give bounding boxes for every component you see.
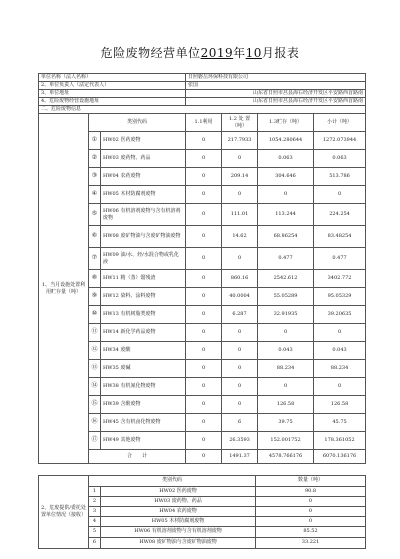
- row-index: ⑥: [89, 226, 101, 248]
- row-dispose: 860.16: [222, 270, 258, 288]
- title-year-suffix: 年: [233, 46, 246, 60]
- table-row: [39, 204, 366, 226]
- row-store: 32.91935: [258, 306, 314, 324]
- row-use: 0: [186, 204, 222, 226]
- info-row: [39, 82, 366, 90]
- entrusted-index: 3: [89, 507, 101, 517]
- waste-report-table: [38, 73, 366, 464]
- row-category: HW12 染料、涂料废物: [101, 288, 186, 306]
- row-category: HW02 医药废物: [101, 132, 186, 150]
- row-index: ⑮: [89, 396, 101, 414]
- row-category: HW34 废酸: [101, 342, 186, 360]
- row-category: HW38 有机氰化物废物: [101, 378, 186, 396]
- row-dispose: 0: [222, 342, 258, 360]
- row-subtotal: 3402.772: [314, 270, 366, 288]
- row-category: HW09 油/水、烃/水混合物或乳化液: [101, 248, 186, 270]
- row-subtotal: 39.20635: [314, 306, 366, 324]
- row-store: 68.86254: [258, 226, 314, 248]
- header-use: 1.1利用: [186, 114, 222, 132]
- row-use: 0: [186, 288, 222, 306]
- entrusted-category: HW06 有机溶剂废物与含有机溶剂废物: [101, 527, 256, 538]
- entrusted-quantity: 33.221: [256, 538, 366, 549]
- row-store: 304.646: [258, 168, 314, 186]
- entrusted-quantity: 0: [256, 517, 366, 527]
- info-value: 日照磐岳环保科技有限公司: [186, 74, 366, 82]
- row-dispose: 0: [222, 324, 258, 342]
- table-row: [39, 342, 366, 360]
- entrusted-row: [39, 538, 366, 549]
- entrusted-index: 6: [89, 538, 101, 549]
- row-use: 0: [186, 324, 222, 342]
- row-dispose: 209.14: [222, 168, 258, 186]
- title-suffix: 月报表: [261, 46, 300, 60]
- entrusted-row: [39, 507, 366, 517]
- entrusted-index: 5: [89, 527, 101, 538]
- row-subtotal: 0: [314, 186, 366, 204]
- row-store: 55.05289: [258, 288, 314, 306]
- row-dispose: 111.01: [222, 204, 258, 226]
- entrusted-category: HW02 医药废物: [101, 487, 256, 497]
- row-subtotal: 0.477: [314, 248, 366, 270]
- row-dispose: 217.7933: [222, 132, 258, 150]
- table-row: [39, 150, 366, 168]
- info-row: [39, 90, 366, 98]
- section-title-row: [39, 106, 366, 114]
- total-dispose: 1491.37: [222, 450, 258, 464]
- row-use: 0: [186, 226, 222, 248]
- table-row: [39, 186, 366, 204]
- info-label: 单位名称（法人名称）: [39, 74, 186, 82]
- row-store: 39.75: [258, 414, 314, 432]
- title-year: 2019: [200, 46, 234, 60]
- row-store: 0: [258, 186, 314, 204]
- row-index: ⑭: [89, 378, 101, 396]
- row-use: 0: [186, 432, 222, 450]
- row-store: 0: [258, 378, 314, 396]
- row-index: ⑰: [89, 432, 101, 450]
- row-subtotal: 0: [314, 378, 366, 396]
- row-use: 0: [186, 378, 222, 396]
- row-index: ⑦: [89, 248, 101, 270]
- entrusted-index: 2: [89, 497, 101, 507]
- row-index: ⑩: [89, 306, 101, 324]
- row-dispose: 26.3593: [222, 432, 258, 450]
- row-dispose: 0: [222, 186, 258, 204]
- row-subtotal: 83.48254: [314, 226, 366, 248]
- row-use: 0: [186, 342, 222, 360]
- row-use: 0: [186, 306, 222, 324]
- table-row: [39, 288, 366, 306]
- row-index: ⑨: [89, 288, 101, 306]
- header-dispose: 1.2 处 置（吨）: [222, 114, 258, 132]
- row-index: ⑫: [89, 342, 101, 360]
- row-store: 0.477: [258, 248, 314, 270]
- row-index: ④: [89, 186, 101, 204]
- entrusted-header-category: 类别代码: [89, 476, 256, 487]
- row-category: HW06 有机溶剂废物与含有机溶剂废物: [101, 204, 186, 226]
- info-row: [39, 74, 366, 82]
- row-dispose: 14.62: [222, 226, 258, 248]
- entrusted-row: [39, 497, 366, 507]
- report-title: [0, 44, 400, 61]
- row-use: 0: [186, 168, 222, 186]
- row-category: HW08 废矿物油与含废矿物油废物: [101, 226, 186, 248]
- entrusted-index: 1: [89, 487, 101, 497]
- row-use: 0: [186, 396, 222, 414]
- info-value: 张国: [186, 82, 366, 90]
- table-row: [39, 414, 366, 432]
- table-row: [39, 226, 366, 248]
- entrusted-header-quantity: 数量（吨）: [256, 476, 366, 487]
- left-label-entrusted: 2、危废提供/委托处置单位情况（接收）: [39, 476, 89, 549]
- entrusted-category: HW03 废药物、药品: [101, 497, 256, 507]
- row-subtotal: 126.58: [314, 396, 366, 414]
- row-use: 0: [186, 248, 222, 270]
- total-store: 4578.766176: [258, 450, 314, 464]
- row-use: 0: [186, 360, 222, 378]
- row-use: 0: [186, 132, 222, 150]
- info-value: 山东省日照市莒县海右经济开发区平安路西首路南: [186, 98, 366, 106]
- table-row: [39, 396, 366, 414]
- row-store: 0.043: [258, 342, 314, 360]
- row-index: ②: [89, 150, 101, 168]
- entrusted-quantity: 0: [256, 507, 366, 517]
- header-subtotal: 小计（吨）: [314, 114, 366, 132]
- info-label: 4、危险废物经营设施地址: [39, 98, 186, 106]
- table-row: [39, 378, 366, 396]
- row-dispose: 0: [222, 150, 258, 168]
- row-store: 88.234: [258, 360, 314, 378]
- row-index: ①: [89, 132, 101, 150]
- info-label: 3、单位地址: [39, 90, 186, 98]
- row-category: HW04 农药废物: [101, 168, 186, 186]
- row-index: ⑬: [89, 360, 101, 378]
- row-use: 0: [186, 414, 222, 432]
- row-dispose: 6.287: [222, 306, 258, 324]
- entrusted-table: [38, 475, 366, 549]
- row-subtotal: 0.063: [314, 150, 366, 168]
- row-category: HW14 新化学药品废物: [101, 324, 186, 342]
- table-row: [39, 168, 366, 186]
- row-store: 126.58: [258, 396, 314, 414]
- entrusted-quantity: 0: [256, 497, 366, 507]
- row-dispose: 6: [222, 414, 258, 432]
- row-index: ③: [89, 168, 101, 186]
- row-index: ⑪: [89, 324, 101, 342]
- row-category: HW13 有机树脂类废物: [101, 306, 186, 324]
- title-prefix: 危险废物经营单位: [100, 46, 201, 60]
- row-dispose: 0: [222, 360, 258, 378]
- entrusted-row: [39, 487, 366, 497]
- entrusted-quantity: 85.52: [256, 527, 366, 538]
- row-category: HW35 废碱: [101, 360, 186, 378]
- table-row: [39, 324, 366, 342]
- row-category: HW39 含酚废物: [101, 396, 186, 414]
- entrusted-quantity: 90.8: [256, 487, 366, 497]
- entrusted-category: HW08 废矿物油与含废矿物油废物: [101, 538, 256, 549]
- row-use: 0: [186, 186, 222, 204]
- total-use: 0: [186, 450, 222, 464]
- total-subtotal: 6070.136176: [314, 450, 366, 464]
- row-category: HW05 木材防腐剂废物: [101, 186, 186, 204]
- entrusted-header-row: [39, 476, 366, 487]
- row-category: HW45 含有机卤化物废物: [101, 414, 186, 432]
- row-index: ⑯: [89, 414, 101, 432]
- row-category: HW11 精（蒸）馏残渣: [101, 270, 186, 288]
- row-index: ⑧: [89, 270, 101, 288]
- row-store: 0: [258, 324, 314, 342]
- header-row: [39, 114, 366, 132]
- row-subtotal: 178.361052: [314, 432, 366, 450]
- row-index: ⑤: [89, 204, 101, 226]
- entrusted-index: 4: [89, 517, 101, 527]
- row-category: HW03 废药物、药品: [101, 150, 186, 168]
- total-row: [39, 450, 366, 464]
- row-dispose: 40.0004: [222, 288, 258, 306]
- row-subtotal: 88.234: [314, 360, 366, 378]
- header-category: 类别代码: [89, 114, 186, 132]
- table-row: [39, 132, 366, 150]
- row-store: 1054.280644: [258, 132, 314, 150]
- table-row: [39, 270, 366, 288]
- header-store: 1.3贮存（吨）: [258, 114, 314, 132]
- entrusted-category: HW05 木材防腐剂废物: [101, 517, 256, 527]
- total-label: 合 计: [89, 450, 186, 464]
- left-label-disposal: 1、当月设施处置利用贮存量（吨）: [39, 114, 89, 464]
- row-subtotal: 1272.073944: [314, 132, 366, 150]
- row-store: 152.001752: [258, 432, 314, 450]
- section-title: 二、危险废物信息: [39, 106, 366, 114]
- info-row: [39, 98, 366, 106]
- table-row: [39, 432, 366, 450]
- table-row: [39, 360, 366, 378]
- row-dispose: 0: [222, 248, 258, 270]
- row-subtotal: 0.043: [314, 342, 366, 360]
- row-subtotal: 513.786: [314, 168, 366, 186]
- row-dispose: 0: [222, 396, 258, 414]
- entrusted-row: [39, 517, 366, 527]
- row-dispose: 0: [222, 378, 258, 396]
- row-subtotal: 0: [314, 324, 366, 342]
- row-subtotal: 45.75: [314, 414, 366, 432]
- title-month: 10: [245, 46, 262, 60]
- row-use: 0: [186, 150, 222, 168]
- info-value: 山东省日照市莒县海右经济开发区平安路西首路南: [186, 90, 366, 98]
- row-store: 2542.612: [258, 270, 314, 288]
- row-subtotal: 95.05329: [314, 288, 366, 306]
- row-store: 0.063: [258, 150, 314, 168]
- table-row: [39, 306, 366, 324]
- entrusted-category: HW04 农药废物: [101, 507, 256, 517]
- entrusted-row: [39, 527, 366, 538]
- table-row: [39, 248, 366, 270]
- info-label: 2、单位负责人（法定代表人）: [39, 82, 186, 90]
- row-subtotal: 224.254: [314, 204, 366, 226]
- row-use: 0: [186, 270, 222, 288]
- row-store: 113.244: [258, 204, 314, 226]
- row-category: HW49 其他废物: [101, 432, 186, 450]
